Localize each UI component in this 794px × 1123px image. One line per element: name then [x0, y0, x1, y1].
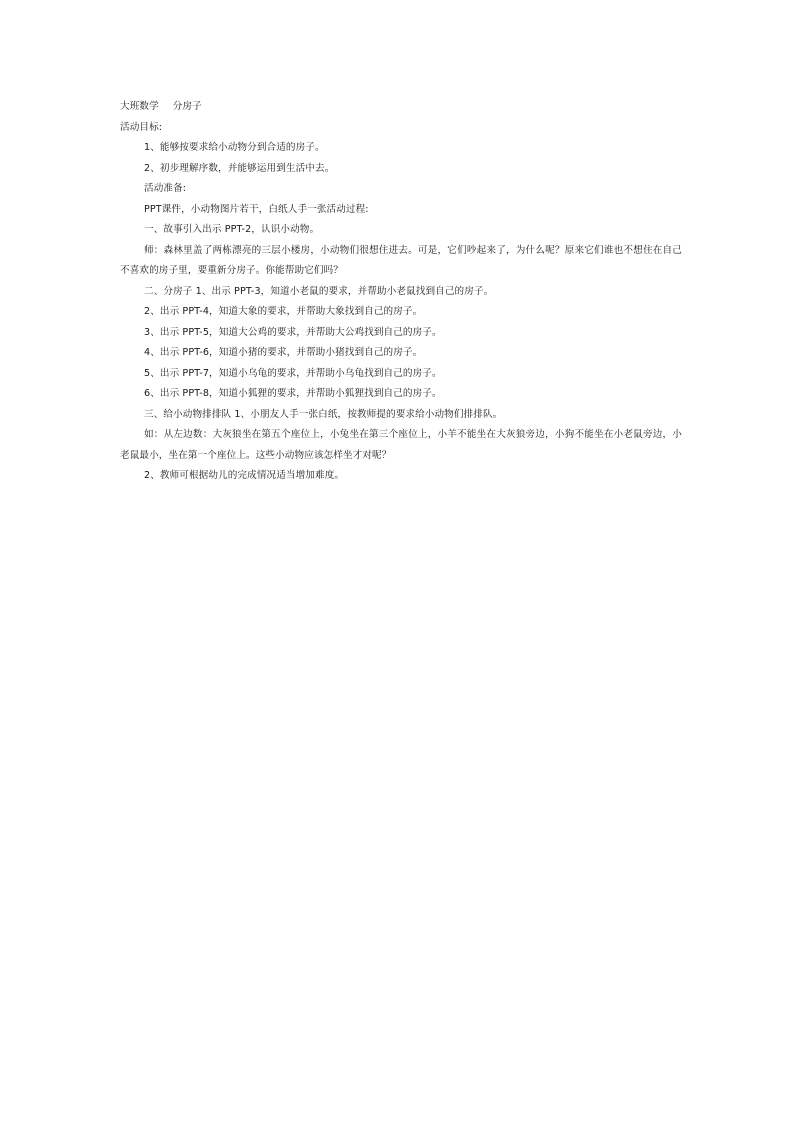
step-2-2: 2、出示 PPT-4，知道大象的要求，并帮助大象找到自己的房子。 — [144, 306, 423, 317]
step-2-4: 4、出示 PPT-6，知道小猪的要求，并帮助小猪找到自己的房子。 — [144, 347, 423, 358]
step-2-3: 3、出示 PPT-5，知道大公鸡的要求，并帮助大公鸡找到自己的房子。 — [144, 326, 442, 338]
document-body — [120, 97, 682, 487]
step-2-5: 5、出示 PPT-7，知道小乌龟的要求，并帮助小乌龟找到自己的房子。 — [144, 367, 442, 379]
title-subject: 大班数学 — [120, 101, 159, 112]
step-1: 一、故事引入出示 PPT-2，认识小动物。 — [144, 224, 320, 235]
document-title — [120, 97, 682, 118]
prep-text: PPT课件，小动物图片若干，白纸人手一张活动过程: — [144, 203, 369, 215]
step-2-6: 6、出示 PPT-8，知道小狐狸的要求，并帮助小狐狸找到自己的房子。 — [144, 388, 442, 399]
prep-heading: 活动准备: — [144, 183, 187, 194]
goal-item-1: 1、能够按要求给小动物分到合适的房子。 — [144, 142, 325, 153]
goals-heading: 活动目标: — [120, 121, 163, 133]
story-paragraph: 师：森林里盖了两栋漂亮的三层小楼房，小动物们很想住进去。可是，它们吵起来了，为什么呢？原来它们谁也不想住在自己不喜欢的房子里，要重新分房子。你能帮助它们吗？ — [120, 244, 682, 276]
step-2-1: 二、分房子 1、出示 PPT-3，知道小老鼠的要求，并帮助小老鼠找到自己的房子。 — [144, 285, 494, 297]
goal-item-2: 2、初步理解序数，并能够运用到生活中去。 — [144, 162, 335, 174]
step-3-1: 三、给小动物排排队 1、小朋友人手一张白纸，按教师提的要求给小动物们排排队。 — [144, 408, 503, 420]
title-topic: 分房子 — [172, 101, 202, 112]
step-3-2: 2、教师可根据幼儿的完成情况适当增加难度。 — [144, 470, 345, 481]
example-paragraph: 如：从左边数：大灰狼坐在第五个座位上，小兔坐在第三个座位上，小羊不能坐在大灰狼旁边，小狗不能坐在小老鼠旁边，小老鼠最小，坐在第一个座位上。这些小动物应该怎样坐才对呢？ — [120, 429, 682, 461]
